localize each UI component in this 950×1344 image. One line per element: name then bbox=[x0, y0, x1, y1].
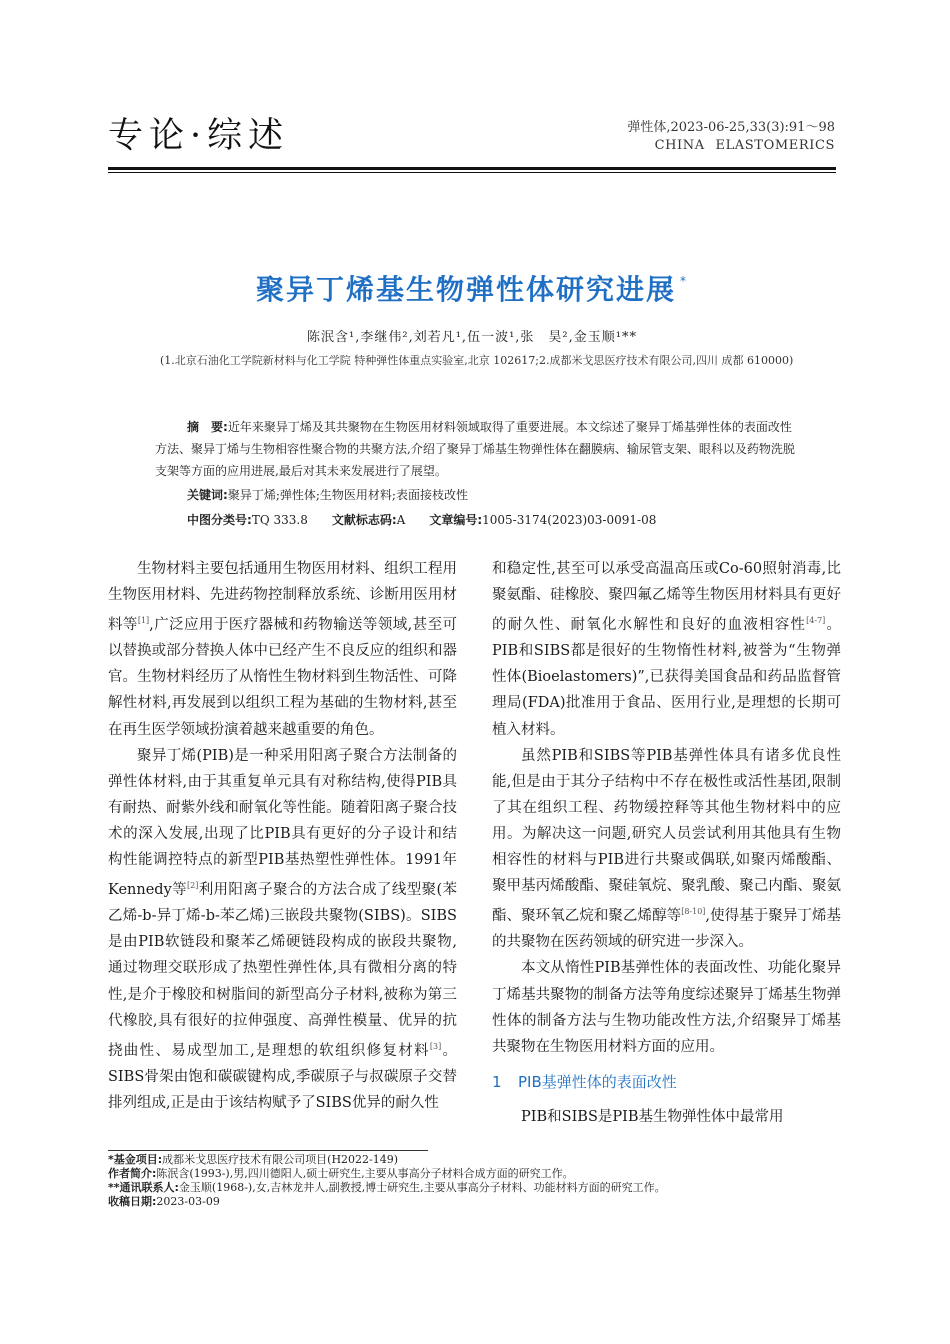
section-heading-1 bbox=[492, 1069, 841, 1095]
paragraph: 本文从惰性PIB基弹性体的表面改性、功能化聚异丁烯基共聚物的制备方法等角度综述聚异丁烯基生物弹性体的制备方法与生物功能改性方法,介绍聚异丁烯基共聚物在生物医用材料方面的应用。 bbox=[492, 960, 841, 1055]
header-rule-thick bbox=[108, 167, 836, 170]
keywords-label: 关键词: bbox=[187, 488, 228, 502]
keywords-text: 聚异丁烯;弹性体;生物医用材料;表面接枝改性 bbox=[227, 488, 468, 502]
journal-english-name: CHINA ELASTOMERICS bbox=[654, 138, 835, 153]
clc-label: 中图分类号: bbox=[187, 513, 252, 527]
body-column-left bbox=[108, 556, 457, 1116]
citation[interactable]: [2] bbox=[186, 881, 199, 891]
doc-code-value: A bbox=[396, 513, 406, 527]
footnotes bbox=[108, 1153, 836, 1209]
article-number-label: 文章编号: bbox=[429, 513, 483, 527]
section-title: PIB基弹性体的表面改性 bbox=[518, 1072, 677, 1091]
section-number: 1 bbox=[492, 1072, 502, 1091]
journal-citation: 弹性体,2023-06-25,33(3):91～98 bbox=[627, 120, 835, 135]
abstract-label: 摘 要: bbox=[187, 420, 228, 434]
footnote-contact: **通讯联系人:金玉顺(1968-),女,吉林龙井人,副教授,博士研究生,主要从事高分子材料、功能材料方面的研究工作。 bbox=[108, 1181, 666, 1194]
body-column-right bbox=[492, 556, 841, 1130]
citation[interactable]: [8-10] bbox=[681, 907, 706, 917]
author-affiliation: (1.北京石油化工学院新材料与化工学院 特种弹性体重点实验室,北京 102617;2.成都米戈思医疗技术有限公司,四川 成都 610000) bbox=[160, 354, 794, 367]
paragraph: 虽然PIB和SIBS等PIB基弹性体具有诸多优良性能,但是由于其分子结构中不存在极性或活性基团,限制了其在组织工程、药物缓控释等其他生物材料中的应用。为解决这一问题,研究人员尝试利用其他具有生物相容性的材料与PIB进行共聚或偶联,如聚丙烯酸酯、聚甲基丙烯酸酯、聚硅氧烷、聚乳酸、聚己内酯、聚氨酯、聚环氧乙烷和聚乙烯醇等[8-10],使得基于聚异丁烯基的共聚物在医药领域的研究进一步深入。 bbox=[492, 747, 842, 951]
clc-value: TQ 333.8 bbox=[251, 513, 308, 527]
abstract bbox=[155, 416, 795, 482]
citation[interactable]: [1] bbox=[137, 616, 150, 626]
citation[interactable]: [3] bbox=[429, 1041, 442, 1051]
paragraph: 生物材料主要包括通用生物医用材料、组织工程用生物医用材料、先进药物控制释放系统、诊断用医用材料等[1],广泛应用于医疗器械和药物输送等领域,甚至可以替换或部分替换人体中已经产生不良反应的组织和器官。生物材料经历了从惰性生物材料到生物活性、可降解性材料,再发展到以组织工程为基础的生物材料,甚至在再生医学领域扮演着越来越重要的角色。 bbox=[108, 561, 458, 738]
paragraph: PIB和SIBS是PIB基生物弹性体中最常用 bbox=[521, 1108, 784, 1125]
footnote-rule bbox=[108, 1150, 428, 1151]
author-list: 陈泯含¹,李继伟²,刘若凡¹,伍一波¹,张 昊²,金玉顺¹** bbox=[307, 330, 637, 345]
paragraph: 和稳定性,甚至可以承受高温高压或Co-60照射消毒,比聚氨酯、硅橡胶、聚四氟乙烯等生物医用材料具有更好的耐久性、耐氧化水解性和良好的血液相容性[4-7]。PIB和SIBS都是很好的生物惰性材料,被誉为“生物弹性体(Bioelastomers)”,已获得美国食品和药品监督管理局(FDA)批准用于食品、医用行业,是理想的长期可植入材料。 bbox=[492, 561, 842, 738]
footnote-received: 收稿日期:2023-03-09 bbox=[108, 1195, 220, 1208]
article-number-value: 1005-3174(2023)03-0091-08 bbox=[482, 513, 657, 527]
section-heading: 专论·综述 bbox=[108, 116, 290, 156]
citation[interactable]: [4-7] bbox=[806, 616, 826, 626]
footnote-author: 作者简介:陈泯含(1993-),男,四川德阳人,硕士研究生,主要从事高分子材料合成方面的研究工作。 bbox=[108, 1167, 574, 1180]
header-rule-thin bbox=[108, 172, 836, 173]
classification-line bbox=[187, 511, 656, 528]
doc-code-label: 文献标志码: bbox=[331, 513, 397, 527]
keywords-line bbox=[187, 486, 468, 503]
abstract-text: 近年来聚异丁烯及其共聚物在生物医用材料领域取得了重要进展。本文综述了聚异丁烯基弹性体的表面改性方法、聚异丁烯与生物相容性聚合物的共聚方法,介绍了聚异丁烯基生物弹性体在翻膜病、输尿管支架、眼科以及药物洗脱支架等方面的应用进展,最后对其未来发展进行了展望。 bbox=[155, 420, 795, 478]
article-title: 聚异丁烯基生物弹性体研究进展 bbox=[255, 273, 676, 306]
article-title-block bbox=[108, 268, 836, 308]
title-footnote-mark: * bbox=[680, 274, 688, 288]
footnote-fund: *基金项目:成都米戈思医疗技术有限公司项目(H2022-149) bbox=[108, 1153, 399, 1166]
paragraph: 聚异丁烯(PIB)是一种采用阳离子聚合方法制备的弹性体材料,由于其重复单元具有对称结构,使得PIB具有耐热、耐紫外线和耐氧化等性能。随着阳离子聚合技术的深入发展,出现了比PIB具有更好的分子设计和结构性能调控特点的新型PIB基热塑性弹性体。1991年Kennedy等[2]利用阳离子聚合的方法合成了线型聚(苯乙烯-b-异丁烯-b-苯乙烯)三嵌段共聚物(SIBS)。SIBS是由PIB软链段和聚苯乙烯硬链段构成的嵌段共聚物,通过物理交联形成了热塑性弹性体,具有微相分离的特性,是介于橡胶和树脂间的新型高分子材料,被称为第三代橡胶,具有很好的拉伸强度、高弹性模量、优异的抗挠曲性、易成型加工,是理想的软组织修复材料[3]。SIBS骨架由饱和碳碳键构成,季碳原子与叔碳原子交替排列组成,正是由于该结构赋予了SIBS优异的耐久性 bbox=[108, 747, 458, 1111]
